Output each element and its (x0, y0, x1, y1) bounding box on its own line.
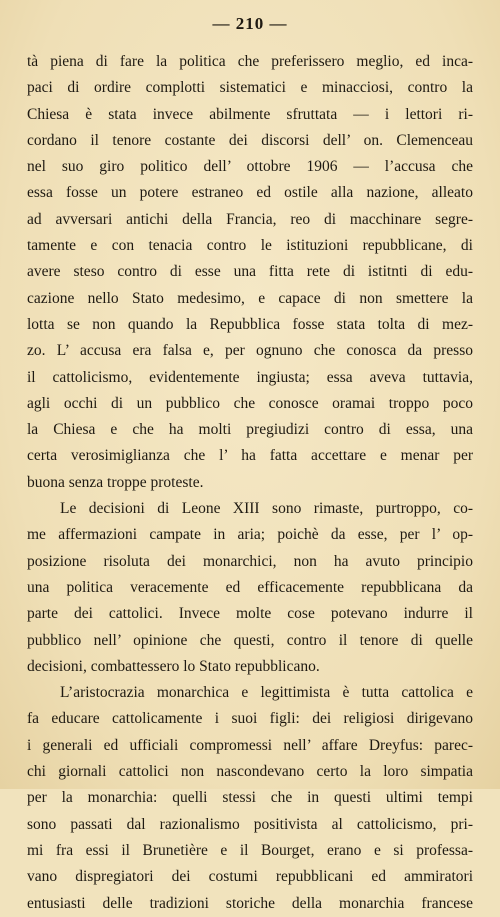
text-line: Le decisioni di Leone XIII sono rimaste, purtroppo, co- (60, 500, 473, 518)
text-line: zo. L’ accusa era falsa e, per ognuno che conosca da presso (27, 342, 473, 360)
text-line: paci di ordire complotti sistematici e minacciosi, contro la (27, 79, 473, 97)
text-line: me affermazioni campate in aria; poichè da esse, per l’ op- (27, 526, 473, 544)
text-line: sono passati dal razionalismo positivista al cattolicismo, pri- (27, 815, 473, 833)
text-line: agli occhi di un pubblico che conosce oramai troppo poco (27, 394, 473, 412)
text-line: il cattolicismo, evidentemente ingiusta; essa aveva tuttavia, (27, 368, 473, 386)
text-line: ad avversari antichi della Francia, reo di macchinare segre- (27, 210, 473, 228)
text-line: i generali ed ufficiali compromessi nell’ affare Dreyfus: parec- (27, 736, 473, 754)
text-line: la Chiesa e che ha molti pregiudizi contro di essa, una (27, 421, 473, 439)
text-line: mi fra essi il Brunetière e il Bourget, erano e si professa- (27, 841, 473, 859)
text-line: vano dispregiatori dei costumi repubblicani ed ammiratori (27, 868, 473, 886)
body-text (27, 49, 473, 917)
text-line: avere steso contro di esse una fitta rete di istitnti di edu- (27, 263, 473, 281)
text-line: L’aristocrazia monarchica e legittimista è tutta cattolica e (60, 684, 473, 702)
text-line: essa fosse un potere estraneo ed ostile alla nazione, alleato (27, 184, 473, 202)
text-line: lotta se non quando la Repubblica fosse stata tolta di mez- (27, 315, 473, 333)
text-line: chi giornali cattolici non nascondevano certo la loro simpatia (27, 763, 473, 781)
text-line: nel suo giro politico dell’ ottobre 1906 — l’accusa che (27, 158, 473, 176)
text-line: tà piena di fare la politica che preferissero meglio, ed inca- (27, 53, 473, 70)
text-line: posizione risoluta dei monarchici, non ha avuto principio (27, 552, 473, 570)
page-number: — 210 — (212, 14, 288, 33)
text-line: una politica veracemente ed efficacemente repubblicana da (27, 578, 473, 596)
text-line: cazione nello Stato medesimo, e capace di non smettere la (27, 289, 473, 307)
text-line: pubblico nell’ opinione che questi, contro il tenore di quelle (27, 631, 473, 649)
text-line: entusiasti delle tradizioni storiche della monarchia francese (27, 894, 473, 912)
text-line: cordano il tenore costante dei discorsi dell’ on. Clemenceau (27, 131, 473, 149)
text-line: certa verosimiglianza che l’ ha fatta accettare e menar per (27, 447, 473, 465)
text-line: parte dei cattolici. Invece molte cose potevano indurre il (27, 605, 473, 623)
text-line: per la monarchia: quelli stessi che in questi ultimi tempi (27, 789, 473, 807)
text-line: fa educare cattolicamente i suoi figli: dei religiosi dirigevano (27, 710, 473, 728)
text-line: tamente e con tenacia contro le istituzioni repubblicane, di (27, 237, 473, 255)
text-line: Chiesa è stata invece abilmente sfruttata — i lettori ri- (27, 105, 473, 123)
text-line: buona senza troppe proteste. (27, 473, 204, 491)
text-line: decisioni, combattessero lo Stato repubblicano. (27, 657, 320, 675)
